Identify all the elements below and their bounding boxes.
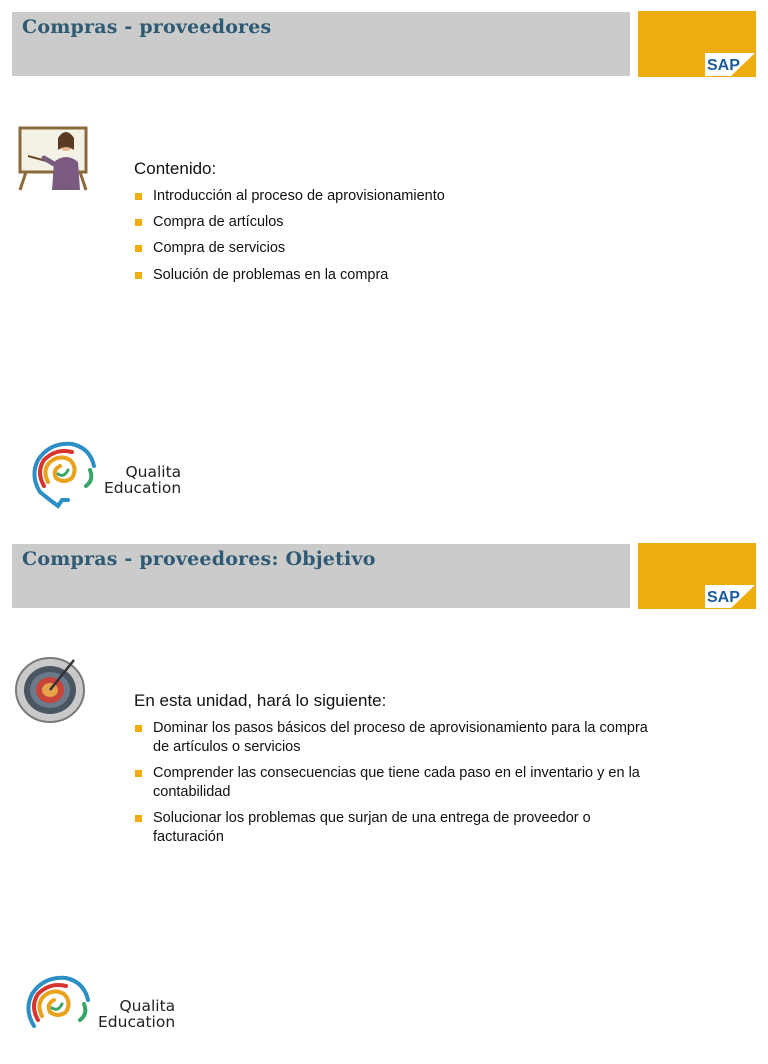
- head-spiral-icon: [22, 974, 94, 1046]
- objective-list: [134, 719, 664, 847]
- target-icon: [14, 654, 88, 724]
- title-bar: [12, 12, 630, 76]
- bullet-square-icon: [135, 193, 142, 200]
- content-list: [134, 187, 664, 285]
- slide-title: Compras - proveedores: Objetivo: [22, 548, 376, 570]
- head-spiral-icon: [28, 440, 100, 512]
- bullet-square-icon: [135, 272, 142, 279]
- content-heading: Contenido:: [134, 159, 217, 178]
- svg-text:SAP: SAP: [707, 57, 740, 74]
- presenter-icon: [16, 124, 90, 194]
- slide-2: [0, 532, 768, 1064]
- svg-text:SAP: SAP: [707, 589, 740, 606]
- bullet-square-icon: [135, 245, 142, 252]
- list-item: Compra de artículos: [134, 213, 664, 232]
- logo-text: Qualita Education: [98, 997, 176, 1031]
- bullet-square-icon: [135, 815, 142, 822]
- bullet-square-icon: [135, 219, 142, 226]
- title-bar: [12, 544, 630, 608]
- list-item: Comprender las consecuencias que tiene cada paso en el inventario y en la contabilidad: [134, 764, 664, 802]
- list-item: Solución de problemas en la compra: [134, 266, 664, 285]
- sap-brand-block: [638, 11, 756, 77]
- list-item: Compra de servicios: [134, 239, 664, 258]
- bullet-square-icon: [135, 770, 142, 777]
- list-item: Introducción al proceso de aprovisionamiento: [134, 187, 664, 206]
- objective-heading: En esta unidad, hará lo siguiente:: [134, 691, 387, 710]
- sap-brand-block: [638, 543, 756, 609]
- bullet-square-icon: [135, 725, 142, 732]
- sap-logo: [705, 53, 755, 76]
- sap-logo: [705, 585, 755, 608]
- logo-text: Qualita Education: [104, 463, 182, 497]
- list-item: Dominar los pasos básicos del proceso de aprovisionamiento para la compra de artículos o servicios: [134, 719, 664, 757]
- slide-title: Compras - proveedores: [22, 16, 272, 38]
- qualita-education-logo: [22, 974, 192, 1046]
- qualita-education-logo: [28, 440, 198, 512]
- list-item: Solucionar los problemas que surjan de una entrega de proveedor o facturación: [134, 809, 664, 847]
